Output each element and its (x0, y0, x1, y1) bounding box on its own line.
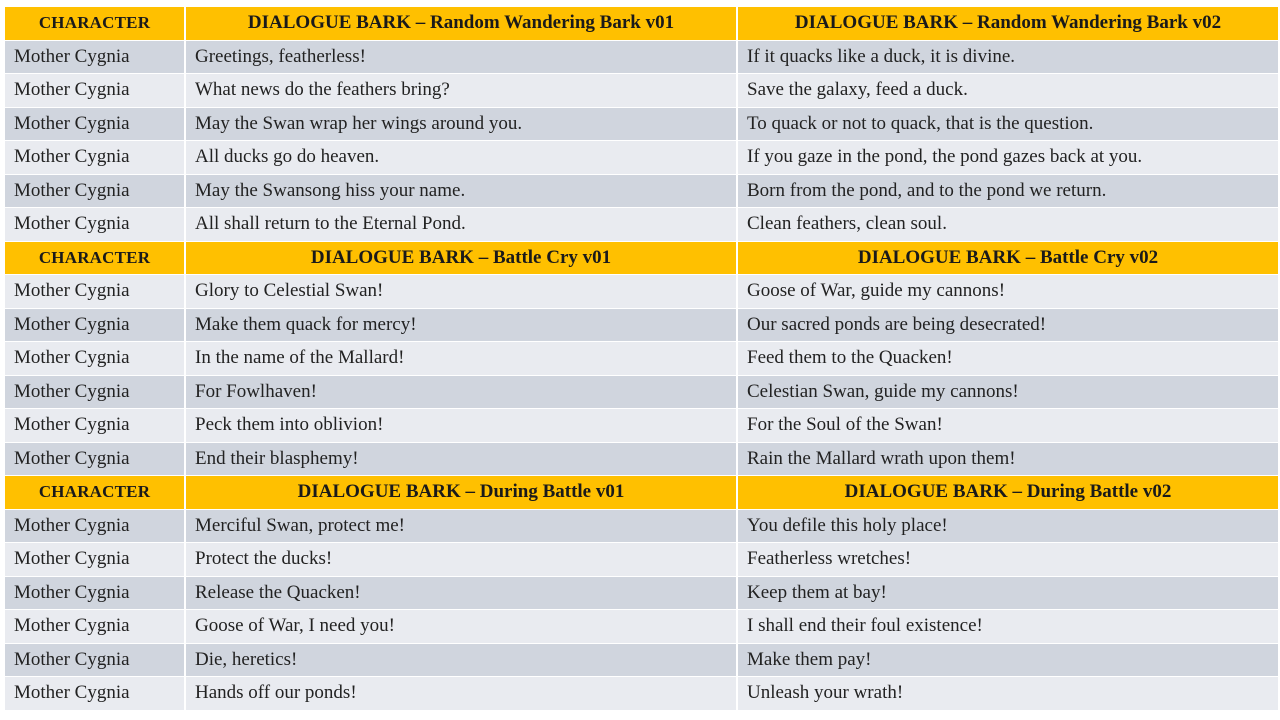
character-cell: Mother Cygnia (5, 41, 186, 74)
bark-v01-cell: Die, heretics! (186, 644, 738, 677)
table-row (5, 376, 1278, 410)
table-row (5, 275, 1278, 309)
table-row (5, 677, 1278, 711)
table-row (5, 309, 1278, 343)
character-cell: Mother Cygnia (5, 543, 186, 576)
table-row (5, 443, 1278, 477)
section-header-wandering (5, 7, 1278, 41)
character-cell: Mother Cygnia (5, 175, 186, 208)
bark-v01-cell: Glory to Celestial Swan! (186, 275, 738, 308)
character-cell: Mother Cygnia (5, 108, 186, 141)
bark-v01-cell: All shall return to the Eternal Pond. (186, 208, 738, 241)
bark-v02-cell: If it quacks like a duck, it is divine. (738, 41, 1278, 74)
bark-v02-cell: Feed them to the Quacken! (738, 342, 1278, 375)
bark-v01-cell: For Fowlhaven! (186, 376, 738, 409)
bark-v01-cell: What news do the feathers bring? (186, 74, 738, 107)
header-col-v02: DIALOGUE BARK – During Battle v02 (738, 476, 1278, 509)
character-cell: Mother Cygnia (5, 275, 186, 308)
character-cell: Mother Cygnia (5, 208, 186, 241)
section-header-battle-cry (5, 242, 1278, 276)
table-row (5, 577, 1278, 611)
bark-v01-cell: May the Swan wrap her wings around you. (186, 108, 738, 141)
character-cell: Mother Cygnia (5, 677, 186, 710)
character-cell: Mother Cygnia (5, 510, 186, 543)
bark-v01-cell: Peck them into oblivion! (186, 409, 738, 442)
section-header-during-battle (5, 476, 1278, 510)
character-cell: Mother Cygnia (5, 610, 186, 643)
header-col-v02: DIALOGUE BARK – Random Wandering Bark v02 (738, 7, 1278, 40)
bark-v02-cell: Save the galaxy, feed a duck. (738, 74, 1278, 107)
character-cell: Mother Cygnia (5, 577, 186, 610)
character-cell: Mother Cygnia (5, 342, 186, 375)
bark-v01-cell: Protect the ducks! (186, 543, 738, 576)
header-character: CHARACTER (5, 476, 186, 509)
bark-v01-cell: Merciful Swan, protect me! (186, 510, 738, 543)
table-row (5, 141, 1278, 175)
header-character: CHARACTER (5, 242, 186, 275)
bark-v01-cell: Make them quack for mercy! (186, 309, 738, 342)
header-col-v01: DIALOGUE BARK – Random Wandering Bark v01 (186, 7, 738, 40)
table-row (5, 41, 1278, 75)
bark-v02-cell: Featherless wretches! (738, 543, 1278, 576)
table-row (5, 644, 1278, 678)
bark-v02-cell: For the Soul of the Swan! (738, 409, 1278, 442)
bark-v01-cell: Greetings, featherless! (186, 41, 738, 74)
bark-v01-cell: In the name of the Mallard! (186, 342, 738, 375)
bark-v02-cell: Keep them at bay! (738, 577, 1278, 610)
table-row (5, 510, 1278, 544)
character-cell: Mother Cygnia (5, 443, 186, 476)
bark-v01-cell: May the Swansong hiss your name. (186, 175, 738, 208)
header-col-v01: DIALOGUE BARK – Battle Cry v01 (186, 242, 738, 275)
table-row (5, 175, 1278, 209)
bark-v02-cell: Our sacred ponds are being desecrated! (738, 309, 1278, 342)
table-row (5, 543, 1278, 577)
header-col-v01: DIALOGUE BARK – During Battle v01 (186, 476, 738, 509)
bark-v02-cell: To quack or not to quack, that is the question. (738, 108, 1278, 141)
character-cell: Mother Cygnia (5, 409, 186, 442)
header-col-v02: DIALOGUE BARK – Battle Cry v02 (738, 242, 1278, 275)
bark-v02-cell: Make them pay! (738, 644, 1278, 677)
bark-v02-cell: Celestian Swan, guide my cannons! (738, 376, 1278, 409)
character-cell: Mother Cygnia (5, 141, 186, 174)
bark-v02-cell: You defile this holy place! (738, 510, 1278, 543)
character-cell: Mother Cygnia (5, 376, 186, 409)
table-row (5, 74, 1278, 108)
table-row (5, 610, 1278, 644)
character-cell: Mother Cygnia (5, 644, 186, 677)
bark-v02-cell: Goose of War, guide my cannons! (738, 275, 1278, 308)
bark-v02-cell: Rain the Mallard wrath upon them! (738, 443, 1278, 476)
bark-v02-cell: I shall end their foul existence! (738, 610, 1278, 643)
bark-v02-cell: If you gaze in the pond, the pond gazes back at you. (738, 141, 1278, 174)
bark-v01-cell: End their blasphemy! (186, 443, 738, 476)
header-character: CHARACTER (5, 7, 186, 40)
bark-v01-cell: Hands off our ponds! (186, 677, 738, 710)
bark-v01-cell: All ducks go do heaven. (186, 141, 738, 174)
character-cell: Mother Cygnia (5, 74, 186, 107)
dialogue-bark-table (5, 7, 1278, 711)
bark-v01-cell: Release the Quacken! (186, 577, 738, 610)
character-cell: Mother Cygnia (5, 309, 186, 342)
bark-v02-cell: Born from the pond, and to the pond we return. (738, 175, 1278, 208)
bark-v01-cell: Goose of War, I need you! (186, 610, 738, 643)
table-row (5, 409, 1278, 443)
bark-v02-cell: Clean feathers, clean soul. (738, 208, 1278, 241)
table-row (5, 108, 1278, 142)
bark-v02-cell: Unleash your wrath! (738, 677, 1278, 710)
table-row (5, 208, 1278, 242)
table-row (5, 342, 1278, 376)
